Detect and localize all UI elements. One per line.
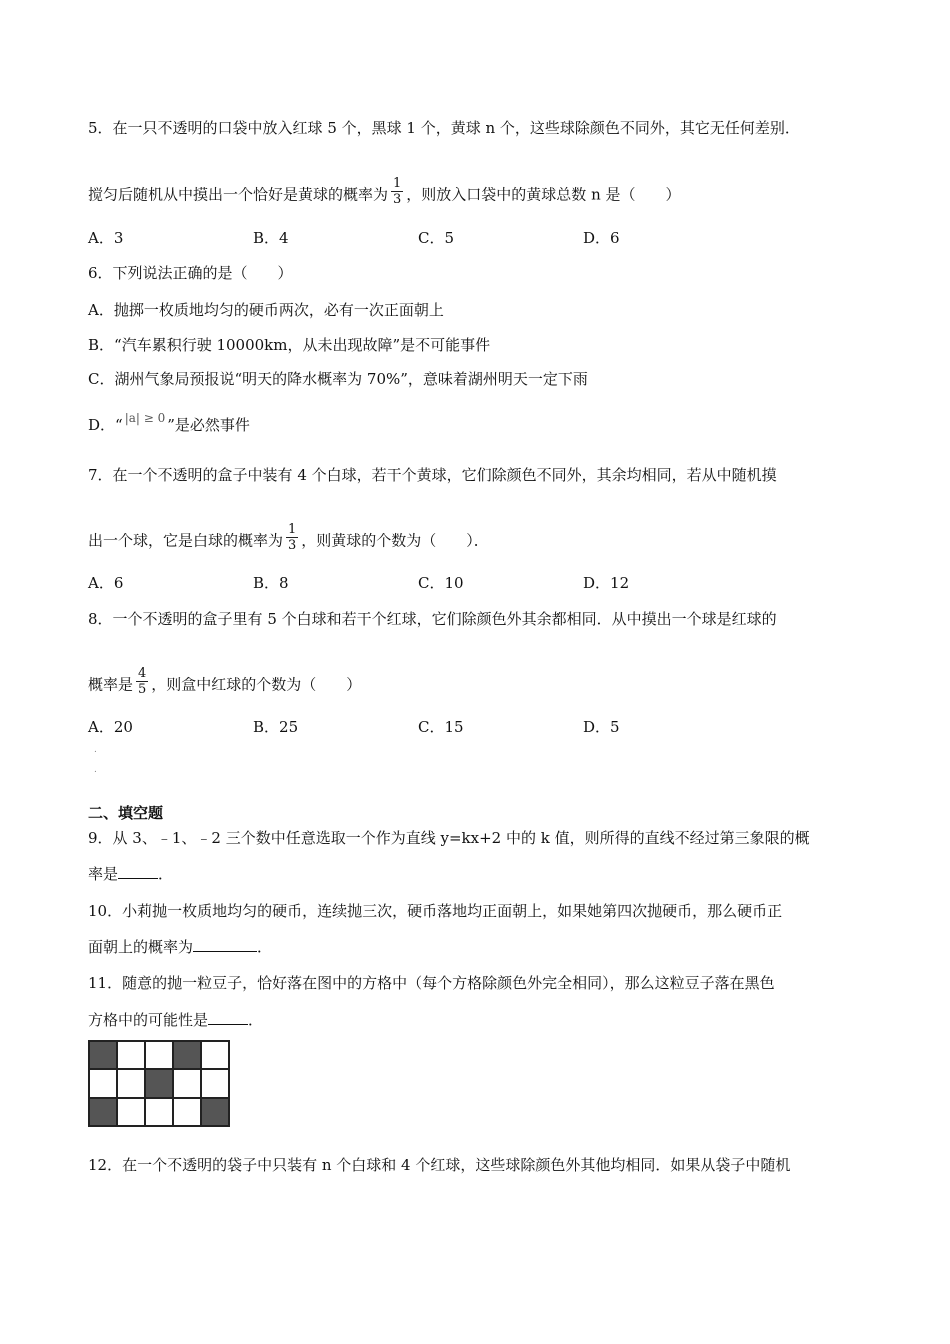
q8-option-d: D．5 <box>583 718 620 736</box>
q7-option-d: D．12 <box>583 574 630 592</box>
fraction-denominator: 3 <box>288 538 297 553</box>
q6-option-c: C．湖州气象局预报说“明天的降水概率为 70%”，意味着湖州明天一定下雨 <box>88 370 588 388</box>
q8-option-b: B．25 <box>253 718 299 736</box>
q9-line2 <box>88 864 173 884</box>
q8-line2-before: 概率是 <box>88 675 134 694</box>
q8-line2-after: ，则盒中红球的个数为（ ） <box>151 675 362 694</box>
q9-line2-text: 率是 <box>88 865 119 883</box>
q7-line2 <box>88 522 489 557</box>
answer-blank <box>118 864 158 879</box>
fraction-denominator: 3 <box>393 192 402 207</box>
q6-option-d <box>88 411 250 436</box>
q11-line2 <box>88 1010 263 1030</box>
grid-cell-dark <box>89 1098 117 1126</box>
grid-cell-light <box>117 1041 145 1069</box>
fraction-denominator: 5 <box>138 682 147 697</box>
q5-option-a: A．3 <box>88 229 124 247</box>
q9-line1: 9．从 3、﹣1、﹣2 三个数中任意选取一个作为直线 y=kx+2 中的 k 值，则所得的直线不经过第三象限的概 <box>88 829 810 847</box>
q10-line2-end: ． <box>257 938 273 956</box>
q12-line1: 12．在一个不透明的袋子中只装有 n 个白球和 4 个红球，这些球除颜色外其他均相同．如果从袋子中随机 <box>88 1156 791 1174</box>
q5-line2 <box>88 176 681 211</box>
q5-option-d: D．6 <box>583 229 620 247</box>
stray-mark: . <box>94 745 97 755</box>
q9-line2-end: ． <box>158 865 174 883</box>
q5-line1: 5．在一只不透明的口袋中放入红球 5 个，黑球 1 个，黄球 n 个，这些球除颜色不同外，其它无任何差别． <box>88 119 800 137</box>
q7-line2-after: ，则黄球的个数为（ ）． <box>301 531 489 550</box>
answer-blank <box>208 1010 248 1025</box>
grid-cell-dark <box>89 1041 117 1069</box>
q7-option-c: C．10 <box>418 574 464 592</box>
q7-option-a: A．6 <box>88 574 124 592</box>
checkerboard-grid-figure <box>88 1040 230 1127</box>
grid-cell-light <box>173 1098 201 1126</box>
grid-cell-light <box>201 1041 229 1069</box>
q6-option-b: B．“汽车累积行驶 10000km，从未出现故障”是不可能事件 <box>88 336 491 354</box>
q5-line2-before: 搅匀后随机从中摸出一个恰好是黄球的概率为 <box>88 185 389 204</box>
q7-line1: 7．在一个不透明的盒子中装有 4 个白球，若干个黄球，它们除颜色不同外，其余均相同，若从中随机摸 <box>88 466 777 484</box>
q6-option-d-suffix: ”是必然事件 <box>167 416 250 434</box>
q10-line1: 10．小莉抛一枚质地均匀的硬币，连续抛三次，硬币落地均正面朝上，如果她第四次抛硬币，那么硬币正 <box>88 902 783 920</box>
section-fill-in-blank-title: 二、填空题 <box>88 804 164 822</box>
q8-option-a: A．20 <box>88 718 133 736</box>
q8-line2 <box>88 666 362 701</box>
q5-option-c: C．5 <box>418 229 455 247</box>
q6-option-a: A．抛掷一枚质地均匀的硬币两次，必有一次正面朝上 <box>88 301 444 319</box>
grid-cell-dark <box>201 1098 229 1126</box>
fraction-numerator: 1 <box>393 176 402 191</box>
grid-cell-dark <box>173 1041 201 1069</box>
q8-option-c: C．15 <box>418 718 464 736</box>
stray-mark: . <box>94 765 97 775</box>
q8-line1: 8．一个不透明的盒子里有 5 个白球和若干个红球，它们除颜色外其余都相同．从中摸出一个球是红球的 <box>88 610 777 628</box>
q10-line2-text: 面朝上的概率为 <box>88 938 194 956</box>
q7-option-b: B．8 <box>253 574 289 592</box>
q7-fraction <box>286 522 298 553</box>
grid-cell-light <box>117 1069 145 1097</box>
grid-cell-light <box>117 1098 145 1126</box>
grid-cell-light <box>145 1098 173 1126</box>
q7-line2-before: 出一个球，它是白球的概率为 <box>88 531 284 550</box>
q11-line1: 11．随意的抛一粒豆子，恰好落在图中的方格中（每个方格除颜色外完全相同），那么这粒豆子落在黑色 <box>88 974 775 992</box>
q6-option-d-prefix: D．“ <box>88 416 123 434</box>
q5-option-b: B．4 <box>253 229 289 247</box>
grid-cell-light <box>89 1069 117 1097</box>
grid-cell-dark <box>145 1069 173 1097</box>
fraction-numerator: 4 <box>138 666 147 681</box>
q10-line2 <box>88 937 272 957</box>
q11-line2-text: 方格中的可能性是 <box>88 1011 209 1029</box>
grid-cell-light <box>173 1069 201 1097</box>
q11-line2-end: ． <box>248 1011 264 1029</box>
q8-fraction <box>136 666 148 697</box>
q6-stem: 6．下列说法正确的是（ ） <box>88 264 293 282</box>
q5-line2-after: ，则放入口袋中的黄球总数 n 是（ ） <box>406 185 681 204</box>
grid-cell-light <box>145 1041 173 1069</box>
q5-fraction <box>391 176 403 207</box>
grid-cell-light <box>201 1069 229 1097</box>
answer-blank <box>193 937 257 952</box>
abs-value-expression: |a| ≥ 0 <box>124 411 166 425</box>
fraction-numerator: 1 <box>288 522 297 537</box>
